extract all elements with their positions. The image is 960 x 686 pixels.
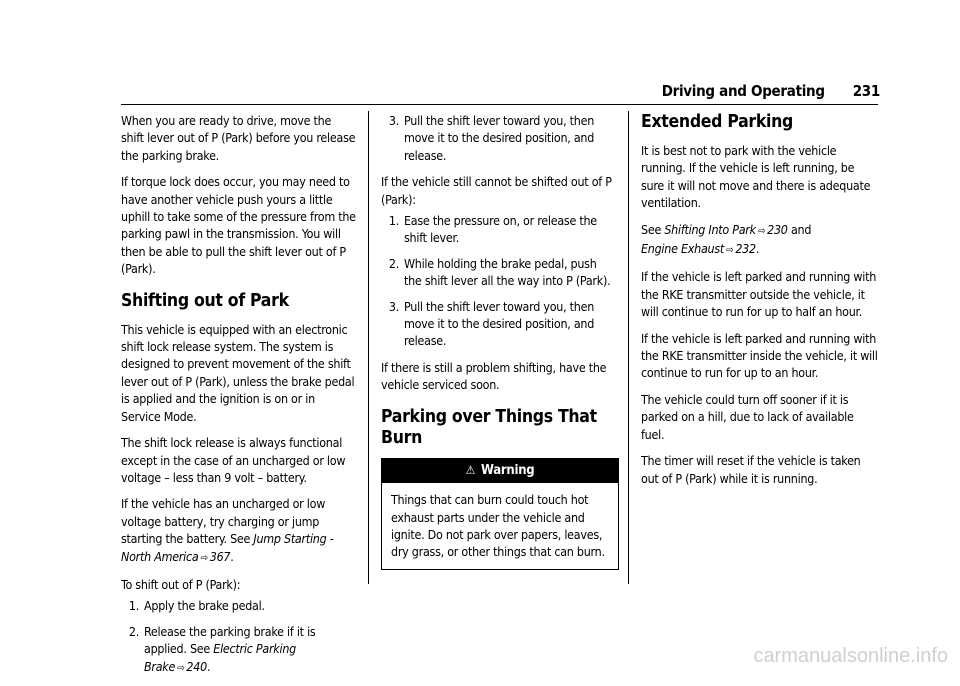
warning-triangle-icon: ⚠ [465, 462, 476, 477]
page-ref-arrow-icon: ⇨ [200, 552, 208, 564]
paragraph: If the vehicle is left parked and running with the RKE transmitter outside the vehicle, it will continue to run for up to half an hour. [641, 269, 877, 320]
steps-list-continued [381, 112, 617, 164]
section-title: Driving and Operating [661, 82, 825, 100]
paragraph: The timer will reset if the vehicle is taken out of P (Park) while it is running. [641, 453, 861, 486]
link-shifting-into-park[interactable]: Shifting Into Park [664, 221, 756, 237]
paragraph: If the vehicle has an uncharged or low voltage battery, try charging or jump starting the battery. See Jump Starting - North America ⇨ 367. [121, 496, 334, 564]
page-ref[interactable]: 232 [735, 241, 756, 257]
heading-extended-parking: Extended Parking [641, 112, 794, 132]
steps-list [121, 597, 357, 677]
page-ref-arrow-icon: ⇨ [757, 225, 766, 237]
warning-box [381, 458, 619, 570]
column-3 [641, 112, 879, 496]
warning-body: Things that can burn could touch hot exhaust parts under the vehicle and ignite. Do not park over papers, leaves, dry grass, or other things that can burn. [391, 492, 605, 560]
list-item: 1. Apply the brake pedal. [128, 598, 265, 614]
paragraph: When you are ready to drive, move the shift lever out of P (Park) before you release the parking brake. [121, 113, 356, 163]
paragraph: If the vehicle is left parked and running with the RKE transmitter inside the vehicle, it will continue to run for up to an hour. [641, 330, 878, 381]
paragraph: See Shifting Into Park ⇨ 230 and Engine Exhaust ⇨ 232. [641, 221, 812, 257]
link-jump-starting[interactable]: Jump Starting - North America [121, 531, 334, 564]
list-item: 3. Pull the shift lever toward you, then move it to the desired position, and release. [388, 298, 595, 349]
page-number: 231 [852, 82, 880, 100]
paragraph: This vehicle is equipped with an electronic shift lock release system. The system is designed to prevent movement of the shift lever out of P (Park), unless the brake pedal is applied and the ignition is on or in Service Mode. [121, 321, 355, 424]
list-item: 1. Ease the pressure on, or release the shift lever. [388, 213, 597, 246]
heading-shifting-out-of-park: Shifting out of Park [121, 290, 289, 311]
paragraph: It is best not to park with the vehicle running. If the vehicle is left running, be sure it will not move and there is adequate ventilation. [641, 143, 871, 211]
paragraph: If there is still a problem shifting, have the vehicle serviced soon. [381, 359, 607, 393]
paragraph: The vehicle could turn off sooner if it is parked on a hill, due to lack of available fuel. [641, 391, 854, 442]
column-divider-1 [368, 111, 369, 584]
link-engine-exhaust[interactable]: Engine Exhaust [641, 241, 725, 257]
steps-list-2 [381, 212, 617, 350]
page-ref-arrow-icon: ⇨ [726, 245, 734, 257]
column-divider-2 [628, 111, 629, 584]
list-item: 2. While holding the brake pedal, push the shift lever all the way into P (Park). [388, 255, 611, 289]
warning-header [382, 459, 618, 483]
column-1 [121, 112, 357, 686]
page-ref[interactable]: 367 [209, 548, 231, 564]
paragraph: If the vehicle still cannot be shifted out of P (Park): [381, 174, 612, 207]
watermark: carmanualsonline.info [753, 645, 948, 667]
paragraph: The shift lock release is always functional except in the case of an uncharged or low voltage – less than 9 volt – battery. [121, 435, 346, 485]
paragraph: To shift out of P (Park): [121, 576, 241, 592]
paragraph: If torque lock does occur, you may need to have another vehicle push yours a little uphill to take some of the pressure from the parking pawl in the transmission. You will then be able to pull the shift lever out of P (Park). [121, 174, 356, 277]
page-header [0, 80, 880, 102]
heading-parking-over-things-that-burn: Parking over Things That Burn [381, 406, 597, 448]
page-ref[interactable]: 230 [767, 221, 788, 237]
column-2 [381, 112, 617, 570]
list-item: 2. Release the parking brake if it is applied. See Electric Parking Brake ⇨ 240. [128, 623, 316, 674]
link-electric-parking-brake[interactable]: Electric Parking Brake [144, 641, 296, 674]
list-item: 3. Pull the shift lever toward you, then move it to the desired position, and release. [388, 113, 595, 163]
page-ref-arrow-icon: ⇨ [177, 662, 185, 674]
page-ref[interactable]: 240 [186, 658, 207, 674]
header-divider [121, 104, 878, 105]
warning-title: Warning [481, 462, 535, 478]
